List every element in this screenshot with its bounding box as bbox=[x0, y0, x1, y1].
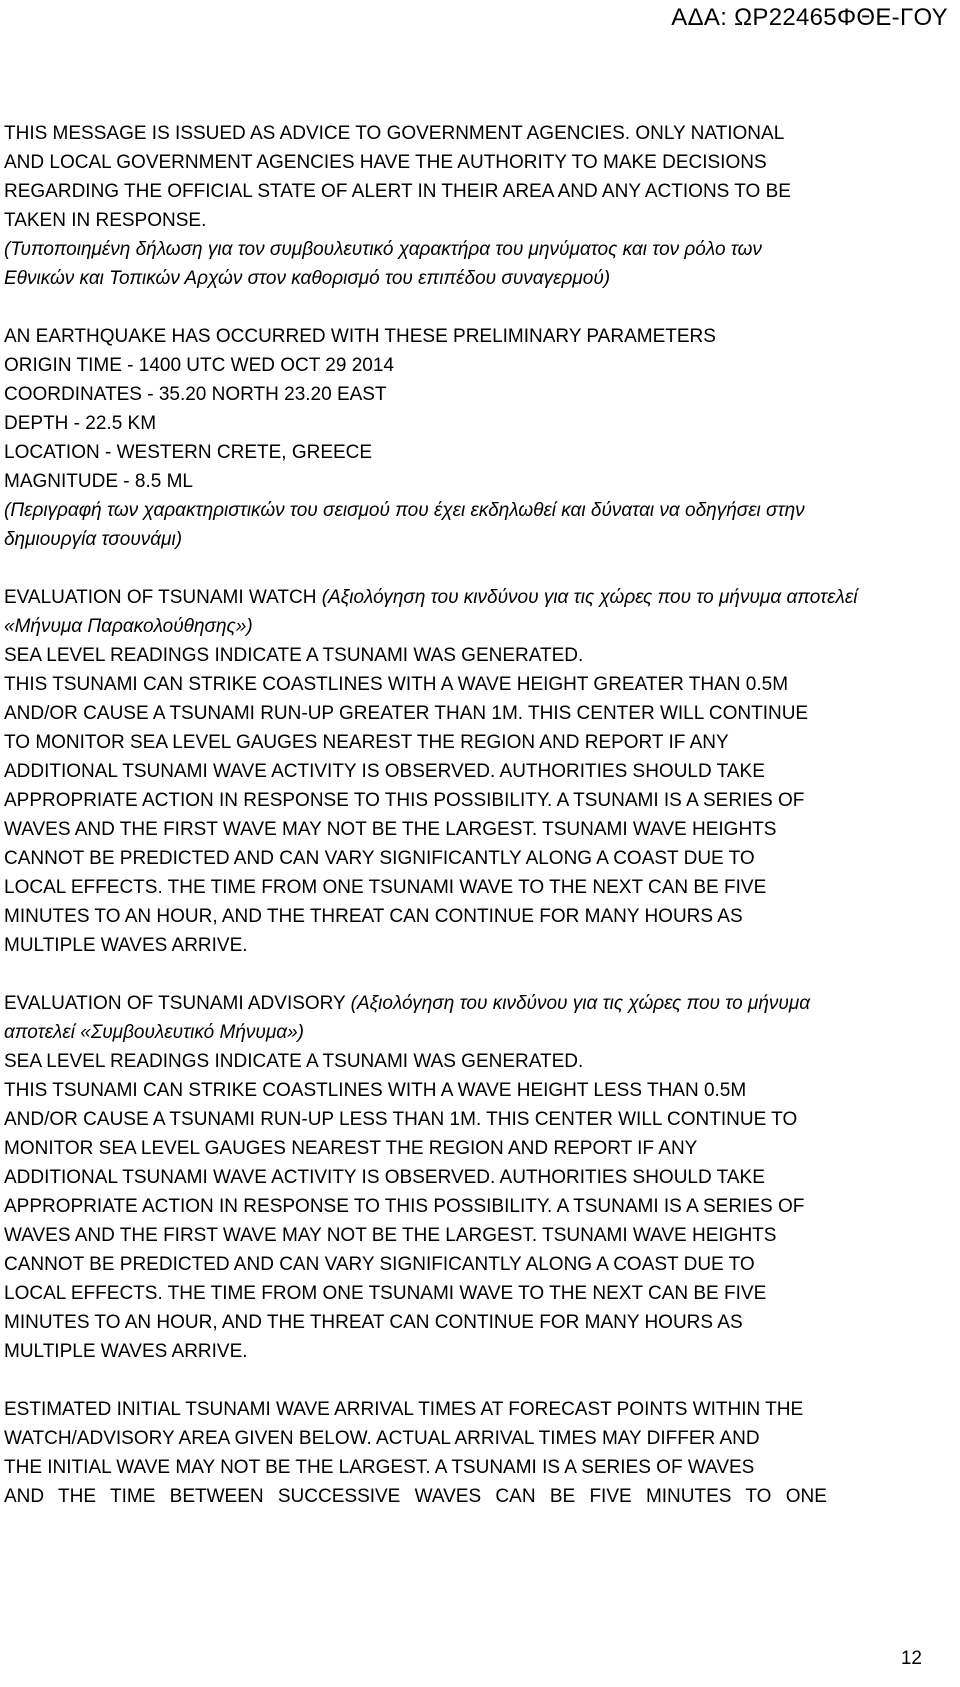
text-line: AND THE TIME BETWEEN SUCCESSIVE WAVES CAN BE FIVE MINUTES TO ONE bbox=[4, 1486, 827, 1507]
text-line: THIS MESSAGE IS ISSUED AS ADVICE TO GOVERNMENT AGENCIES. ONLY NATIONAL bbox=[4, 123, 785, 144]
text-line: WAVES AND THE FIRST WAVE MAY NOT BE THE LARGEST. TSUNAMI WAVE HEIGHTS bbox=[4, 819, 777, 840]
text-line: AND/OR CAUSE A TSUNAMI RUN-UP GREATER THAN 1M. THIS CENTER WILL CONTINUE bbox=[4, 703, 809, 724]
text-line: LOCAL EFFECTS. THE TIME FROM ONE TSUNAMI WAVE TO THE NEXT CAN BE FIVE bbox=[4, 877, 767, 898]
earthquake-parameters bbox=[4, 322, 924, 554]
section-heading-line bbox=[4, 989, 924, 1018]
depth: DEPTH - 22.5 KM bbox=[4, 413, 157, 434]
text-line: AN EARTHQUAKE HAS OCCURRED WITH THESE PRELIMINARY PARAMETERS bbox=[4, 326, 716, 347]
text-line: ADDITIONAL TSUNAMI WAVE ACTIVITY IS OBSERVED. AUTHORITIES SHOULD TAKE bbox=[4, 1167, 765, 1188]
greek-note: (Αξιολόγηση του κινδύνου για τις χώρες που το μήνυμα αποτελεί bbox=[321, 587, 858, 608]
text-line: THE INITIAL WAVE MAY NOT BE THE LARGEST. A TSUNAMI IS A SERIES OF WAVES bbox=[4, 1457, 755, 1478]
text-line: THIS TSUNAMI CAN STRIKE COASTLINES WITH A WAVE HEIGHT LESS THAN 0.5M bbox=[4, 1080, 747, 1101]
greek-note-line: «Μήνυμα Παρακολούθησης») bbox=[4, 616, 253, 637]
section-heading-line bbox=[4, 583, 924, 612]
coordinates: COORDINATES - 35.20 NORTH 23.20 EAST bbox=[4, 384, 387, 405]
text-line: SEA LEVEL READINGS INDICATE A TSUNAMI WAS GENERATED. bbox=[4, 645, 584, 666]
arrival-times-statement bbox=[4, 1395, 924, 1511]
greek-note-line: Εθνικών και Τοπικών Αρχών στον καθορισμό του επιπέδου συναγερμού) bbox=[4, 268, 611, 289]
text-line: CANNOT BE PREDICTED AND CAN VARY SIGNIFICANTLY ALONG A COAST DUE TO bbox=[4, 848, 755, 869]
location: LOCATION - WESTERN CRETE, GREECE bbox=[4, 442, 373, 463]
text-line: TO MONITOR SEA LEVEL GAUGES NEAREST THE REGION AND REPORT IF ANY bbox=[4, 732, 729, 753]
greek-note-line: αποτελεί «Συμβουλευτικό Μήνυμα») bbox=[4, 1022, 304, 1043]
paragraph-gap bbox=[4, 293, 924, 322]
text-line: APPROPRIATE ACTION IN RESPONSE TO THIS POSSIBILITY. A TSUNAMI IS A SERIES OF bbox=[4, 1196, 805, 1217]
text-line: MULTIPLE WAVES ARRIVE. bbox=[4, 1341, 248, 1362]
tsunami-advisory-evaluation bbox=[4, 989, 924, 1366]
section-heading: EVALUATION OF TSUNAMI ADVISORY bbox=[4, 993, 346, 1014]
text-line: AND LOCAL GOVERNMENT AGENCIES HAVE THE AUTHORITY TO MAKE DECISIONS bbox=[4, 152, 767, 173]
text-line: CANNOT BE PREDICTED AND CAN VARY SIGNIFICANTLY ALONG A COAST DUE TO bbox=[4, 1254, 755, 1275]
magnitude: MAGNITUDE - 8.5 ML bbox=[4, 471, 193, 492]
text-line: MULTIPLE WAVES ARRIVE. bbox=[4, 935, 248, 956]
text-line: MONITOR SEA LEVEL GAUGES NEAREST THE REGION AND REPORT IF ANY bbox=[4, 1138, 698, 1159]
text-line: ESTIMATED INITIAL TSUNAMI WAVE ARRIVAL TIMES AT FORECAST POINTS WITHIN THE bbox=[4, 1399, 804, 1420]
text-line: THIS TSUNAMI CAN STRIKE COASTLINES WITH A WAVE HEIGHT GREATER THAN 0.5M bbox=[4, 674, 789, 695]
paragraph-gap bbox=[4, 1366, 924, 1395]
document-code: ΑΔΑ: ΩΡ22465ΦΘΕ-ΓΟΥ bbox=[671, 4, 948, 31]
text-line: APPROPRIATE ACTION IN RESPONSE TO THIS POSSIBILITY. A TSUNAMI IS A SERIES OF bbox=[4, 790, 805, 811]
text-line: WATCH/ADVISORY AREA GIVEN BELOW. ACTUAL ARRIVAL TIMES MAY DIFFER AND bbox=[4, 1428, 760, 1449]
text-line: REGARDING THE OFFICIAL STATE OF ALERT IN THEIR AREA AND ANY ACTIONS TO BE bbox=[4, 181, 791, 202]
paragraph-gap bbox=[4, 960, 924, 989]
advice-statement bbox=[4, 119, 924, 293]
text-line: WAVES AND THE FIRST WAVE MAY NOT BE THE LARGEST. TSUNAMI WAVE HEIGHTS bbox=[4, 1225, 777, 1246]
text-line: SEA LEVEL READINGS INDICATE A TSUNAMI WAS GENERATED. bbox=[4, 1051, 584, 1072]
text-line: AND/OR CAUSE A TSUNAMI RUN-UP LESS THAN 1M. THIS CENTER WILL CONTINUE TO bbox=[4, 1109, 798, 1130]
greek-note-line: (Περιγραφή των χαρακτηριστικών του σεισμού που έχει εκδηλωθεί και δύναται να οδηγήσει στην bbox=[4, 500, 805, 521]
page-number: 12 bbox=[900, 1648, 922, 1669]
text-line: LOCAL EFFECTS. THE TIME FROM ONE TSUNAMI WAVE TO THE NEXT CAN BE FIVE bbox=[4, 1283, 767, 1304]
greek-note-line: δημιουργία τσουνάμι) bbox=[4, 529, 183, 550]
paragraph-gap bbox=[4, 554, 924, 583]
tsunami-watch-evaluation bbox=[4, 583, 924, 960]
greek-note-line: (Τυποποιημένη δήλωση για τον συμβουλευτικό χαρακτήρα του μηνύματος και τον ρόλο των bbox=[4, 239, 762, 260]
text-line: ADDITIONAL TSUNAMI WAVE ACTIVITY IS OBSERVED. AUTHORITIES SHOULD TAKE bbox=[4, 761, 765, 782]
text-line: MINUTES TO AN HOUR, AND THE THREAT CAN CONTINUE FOR MANY HOURS AS bbox=[4, 906, 743, 927]
text-line: TAKEN IN RESPONSE. bbox=[4, 210, 207, 231]
origin-time: ORIGIN TIME - 1400 UTC WED OCT 29 2014 bbox=[4, 355, 394, 376]
section-heading: EVALUATION OF TSUNAMI WATCH bbox=[4, 587, 317, 608]
text-line: MINUTES TO AN HOUR, AND THE THREAT CAN CONTINUE FOR MANY HOURS AS bbox=[4, 1312, 743, 1333]
document-body bbox=[4, 119, 924, 1511]
greek-note: (Αξιολόγηση του κινδύνου για τις χώρες που το μήνυμα bbox=[350, 993, 811, 1014]
